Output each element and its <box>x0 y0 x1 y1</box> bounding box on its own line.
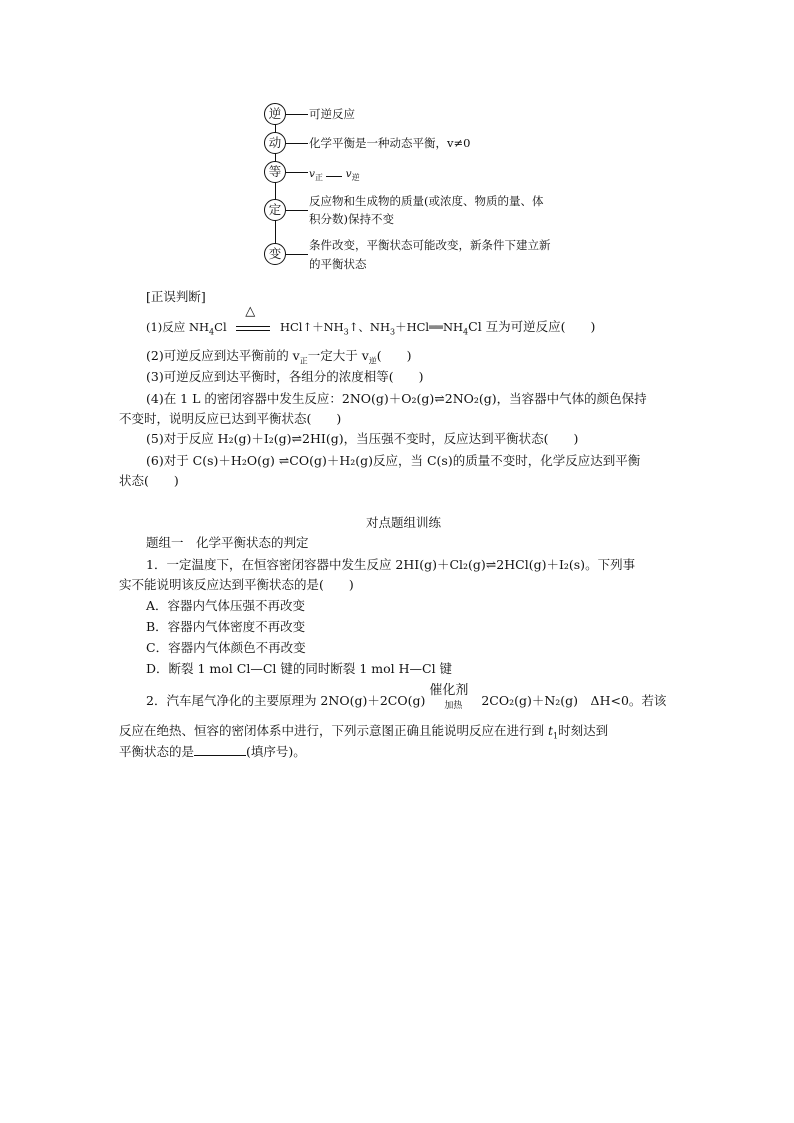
judgment-q6-line1: (6)对于 C(s)＋H₂O(g) ⇌CO(g)＋H₂(g)反应，当 C(s)的质量不变时，化学反应达到平衡 <box>146 453 641 468</box>
judgment-q1: (1)反应 $NH_4Cl$ △ $HCl↑+NH_3↑$、$NH_3+HCl══NH_4Cl$ 互为可逆反应( ) <box>146 304 596 337</box>
problem2-line1: 2．汽车尾气净化的主要原理为 2NO(g)＋2CO(g) 催化剂 加热 2CO₂(g)＋N₂(g) ΔH<0。若该 <box>146 683 667 711</box>
answer-blank[interactable] <box>194 755 246 756</box>
group-heading: 题组一 化学平衡状态的判定 <box>146 535 309 550</box>
node-text-equal: $v_正$ $v_逆$ <box>309 168 360 183</box>
node-text-change-line1: 条件改变，平衡状态可能改变，新条件下建立新 <box>309 238 551 252</box>
judgment-q4-line1: (4)在 1 L 的密闭容器中发生反应：2NO(g)＋O₂(g)⇌2NO₂(g)，当容器中气体的颜色保持 <box>146 391 647 406</box>
node-circle-deng: 等 <box>264 161 286 183</box>
option-d: D．断裂 1 mol Cl—Cl 键的同时断裂 1 mol H—Cl 键 <box>146 661 453 676</box>
node-circle-ding: 定 <box>264 199 286 221</box>
node-text-dynamic: 化学平衡是一种动态平衡，v≠0 <box>309 136 471 150</box>
problem1-line2: 实不能说明该反应达到平衡状态的是( ) <box>119 577 354 592</box>
node-circle-bian: 变 <box>264 243 286 265</box>
judgment-q4-line2: 不变时，说明反应已达到平衡状态( ) <box>119 411 342 426</box>
node-text-reversible: 可逆反应 <box>309 107 355 121</box>
node-text-fixed-line1: 反应物和生成物的质量(或浓度、物质的量、体 <box>309 194 544 208</box>
judgment-q6-line2: 状态( ) <box>119 473 179 488</box>
node-link <box>286 172 308 173</box>
node-link <box>286 114 308 115</box>
node-circle-ni: 逆 <box>264 103 286 125</box>
judgment-q3: (3)可逆反应到达平衡时，各组分的浓度相等( ) <box>146 369 424 384</box>
judgment-q5: (5)对于反应 H₂(g)＋I₂(g)⇌2HI(g)，当压强不变时，反应达到平衡状态( ) <box>146 431 579 446</box>
node-link <box>286 210 308 211</box>
judgment-q2: (2)可逆反应到达平衡前的 $v_正$一定大于 $v_逆$( ) <box>146 348 412 366</box>
judgment-heading: [正误判断] <box>146 289 206 304</box>
option-b: B．容器内气体密度不再改变 <box>146 619 306 634</box>
problem2-line2: 反应在绝热、恒容的密闭体系中进行，下列示意图正确且能说明反应在进行到 $t_1$时刻达到 <box>119 723 609 741</box>
node-circle-dong: 动 <box>264 132 286 154</box>
option-a: A．容器内气体压强不再改变 <box>146 598 306 613</box>
practice-title: 对点题组训练 <box>366 515 442 530</box>
heating-equals-sign: △ <box>236 325 270 331</box>
option-c: C．容器内气体颜色不再改变 <box>146 640 306 655</box>
node-link <box>286 143 308 144</box>
node-text-change-line2: 的平衡状态 <box>309 257 367 271</box>
problem1-line1: 1．一定温度下，在恒容密闭容器中发生反应 2HI(g)＋Cl₂(g)⇌2HCl(g)＋I₂(s)。下列事 <box>146 557 636 572</box>
node-text-fixed-line2: 积分数)保持不变 <box>309 212 394 226</box>
node-link <box>286 254 308 255</box>
catalyst-arrow: 催化剂 加热 <box>429 683 469 711</box>
problem2-line3: 平衡状态的是 (填序号)。 <box>119 744 306 759</box>
